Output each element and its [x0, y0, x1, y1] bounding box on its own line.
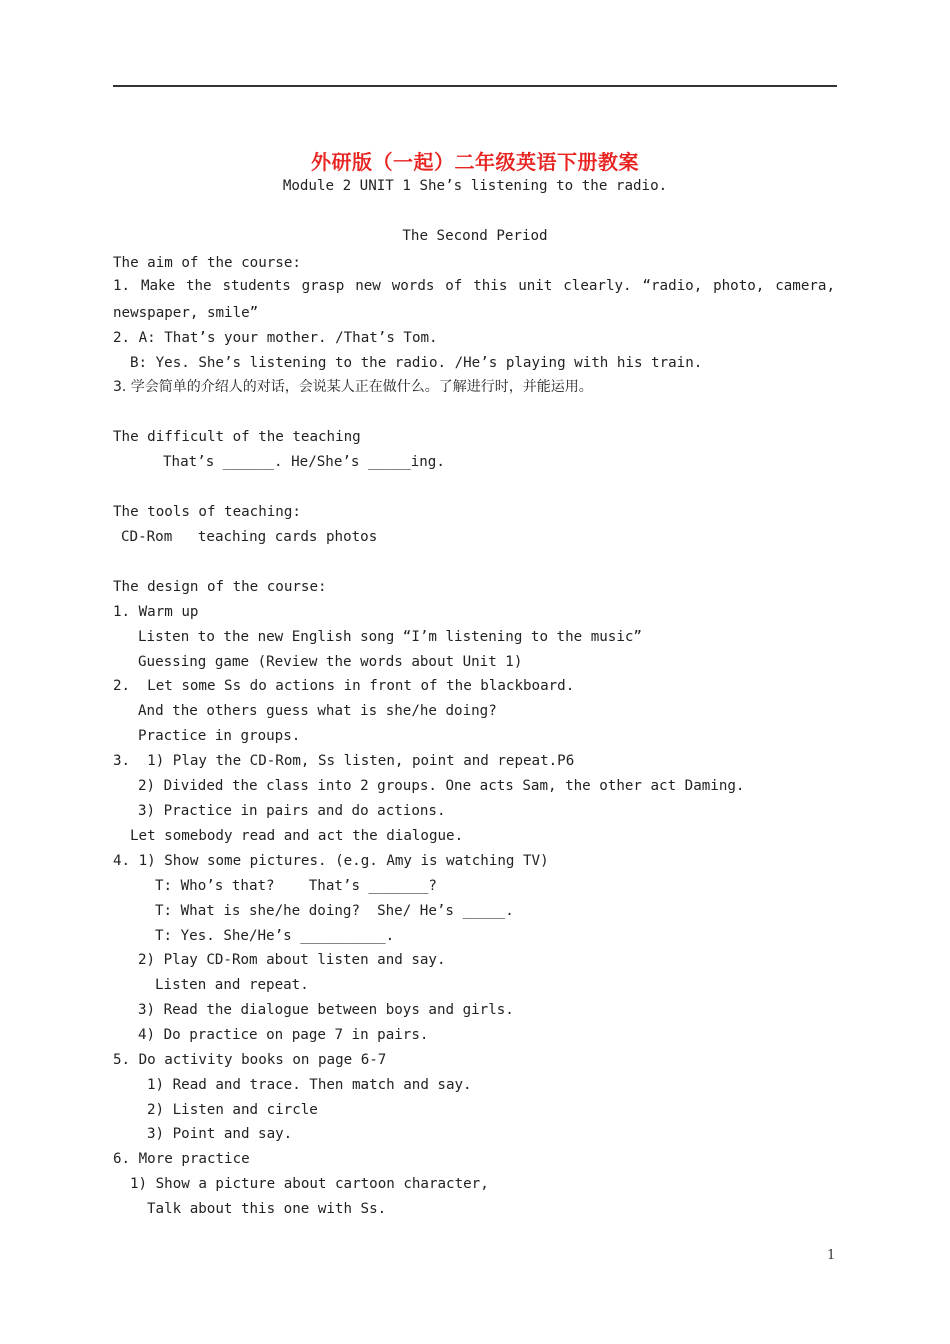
difficult-heading: The difficult of the teaching [113, 429, 361, 445]
page-number: 1 [827, 1248, 836, 1263]
design-step-3: 3. 1) Play the CD-Rom, Ss listen, point and repeat.P6 [113, 753, 575, 769]
design-step-2-b: Practice in groups. [138, 728, 301, 744]
aim-item-1: 1. Make the students grasp new words of this unit clearly. “radio, photo, camera, [113, 278, 835, 294]
design-step-1-a: Listen to the new English song “I’m listening to the music” [138, 629, 642, 645]
aim-item-3: 3. 学会简单的介绍人的对话，会说某人正在做什么。了解进行时，并能运用。 [113, 379, 593, 395]
design-step-4: 4. 1) Show some pictures. (e.g. Amy is watching TV) [113, 853, 549, 869]
design-step-6-b: Talk about this one with Ss. [147, 1201, 387, 1217]
tools-heading: The tools of teaching: [113, 504, 301, 520]
design-step-2: 2. Let some Ss do actions in front of the blackboard. [113, 678, 575, 694]
design-step-4-f: 3) Read the dialogue between boys and girls. [138, 1002, 514, 1018]
design-step-4-e: Listen and repeat. [155, 977, 309, 993]
aim-item-1-cont: newspaper, smile” [113, 305, 259, 321]
design-step-5-b: 2) Listen and circle [147, 1102, 318, 1118]
design-step-6: 6. More practice [113, 1151, 250, 1167]
design-step-4-d: 2) Play CD-Rom about listen and say. [138, 952, 446, 968]
tools-line: CD-Rom teaching cards photos [121, 529, 378, 545]
aim-heading: The aim of the course: [113, 255, 301, 271]
document-title: 外研版（一起）二年级英语下册教案 [311, 150, 639, 174]
period-heading: The Second Period [402, 228, 548, 244]
design-step-4-a: T: Who’s that? That’s _______? [155, 878, 437, 894]
design-step-1: 1. Warm up [113, 604, 199, 620]
design-step-1-b: Guessing game (Review the words about Unit 1) [138, 654, 523, 670]
design-step-5-c: 3) Point and say. [147, 1126, 293, 1142]
design-step-5-a: 1) Read and trace. Then match and say. [147, 1077, 472, 1093]
design-heading: The design of the course: [113, 579, 327, 595]
aim-item-2-cont: B: Yes. She’s listening to the radio. /He’s playing with his train. [130, 355, 703, 371]
design-step-3-c: Let somebody read and act the dialogue. [130, 828, 464, 844]
design-step-4-g: 4) Do practice on page 7 in pairs. [138, 1027, 429, 1043]
design-step-4-c: T: Yes. She/He’s __________. [155, 928, 395, 944]
design-step-5: 5. Do activity books on page 6-7 [113, 1052, 387, 1068]
document-subtitle: Module 2 UNIT 1 She’s listening to the radio. [282, 178, 668, 194]
header-rule [113, 85, 837, 87]
design-step-3-a: 2) Divided the class into 2 groups. One acts Sam, the other act Daming. [138, 778, 745, 794]
design-step-4-b: T: What is she/he doing? She/ He’s _____. [155, 903, 514, 919]
design-step-3-b: 3) Practice in pairs and do actions. [138, 803, 446, 819]
design-step-2-a: And the others guess what is she/he doing? [138, 703, 497, 719]
aim-item-2: 2. A: That’s your mother. /That’s Tom. [113, 330, 438, 346]
design-step-6-a: 1) Show a picture about cartoon character, [130, 1176, 489, 1192]
difficult-line: That’s ______. He/She’s _____ing. [163, 454, 445, 470]
